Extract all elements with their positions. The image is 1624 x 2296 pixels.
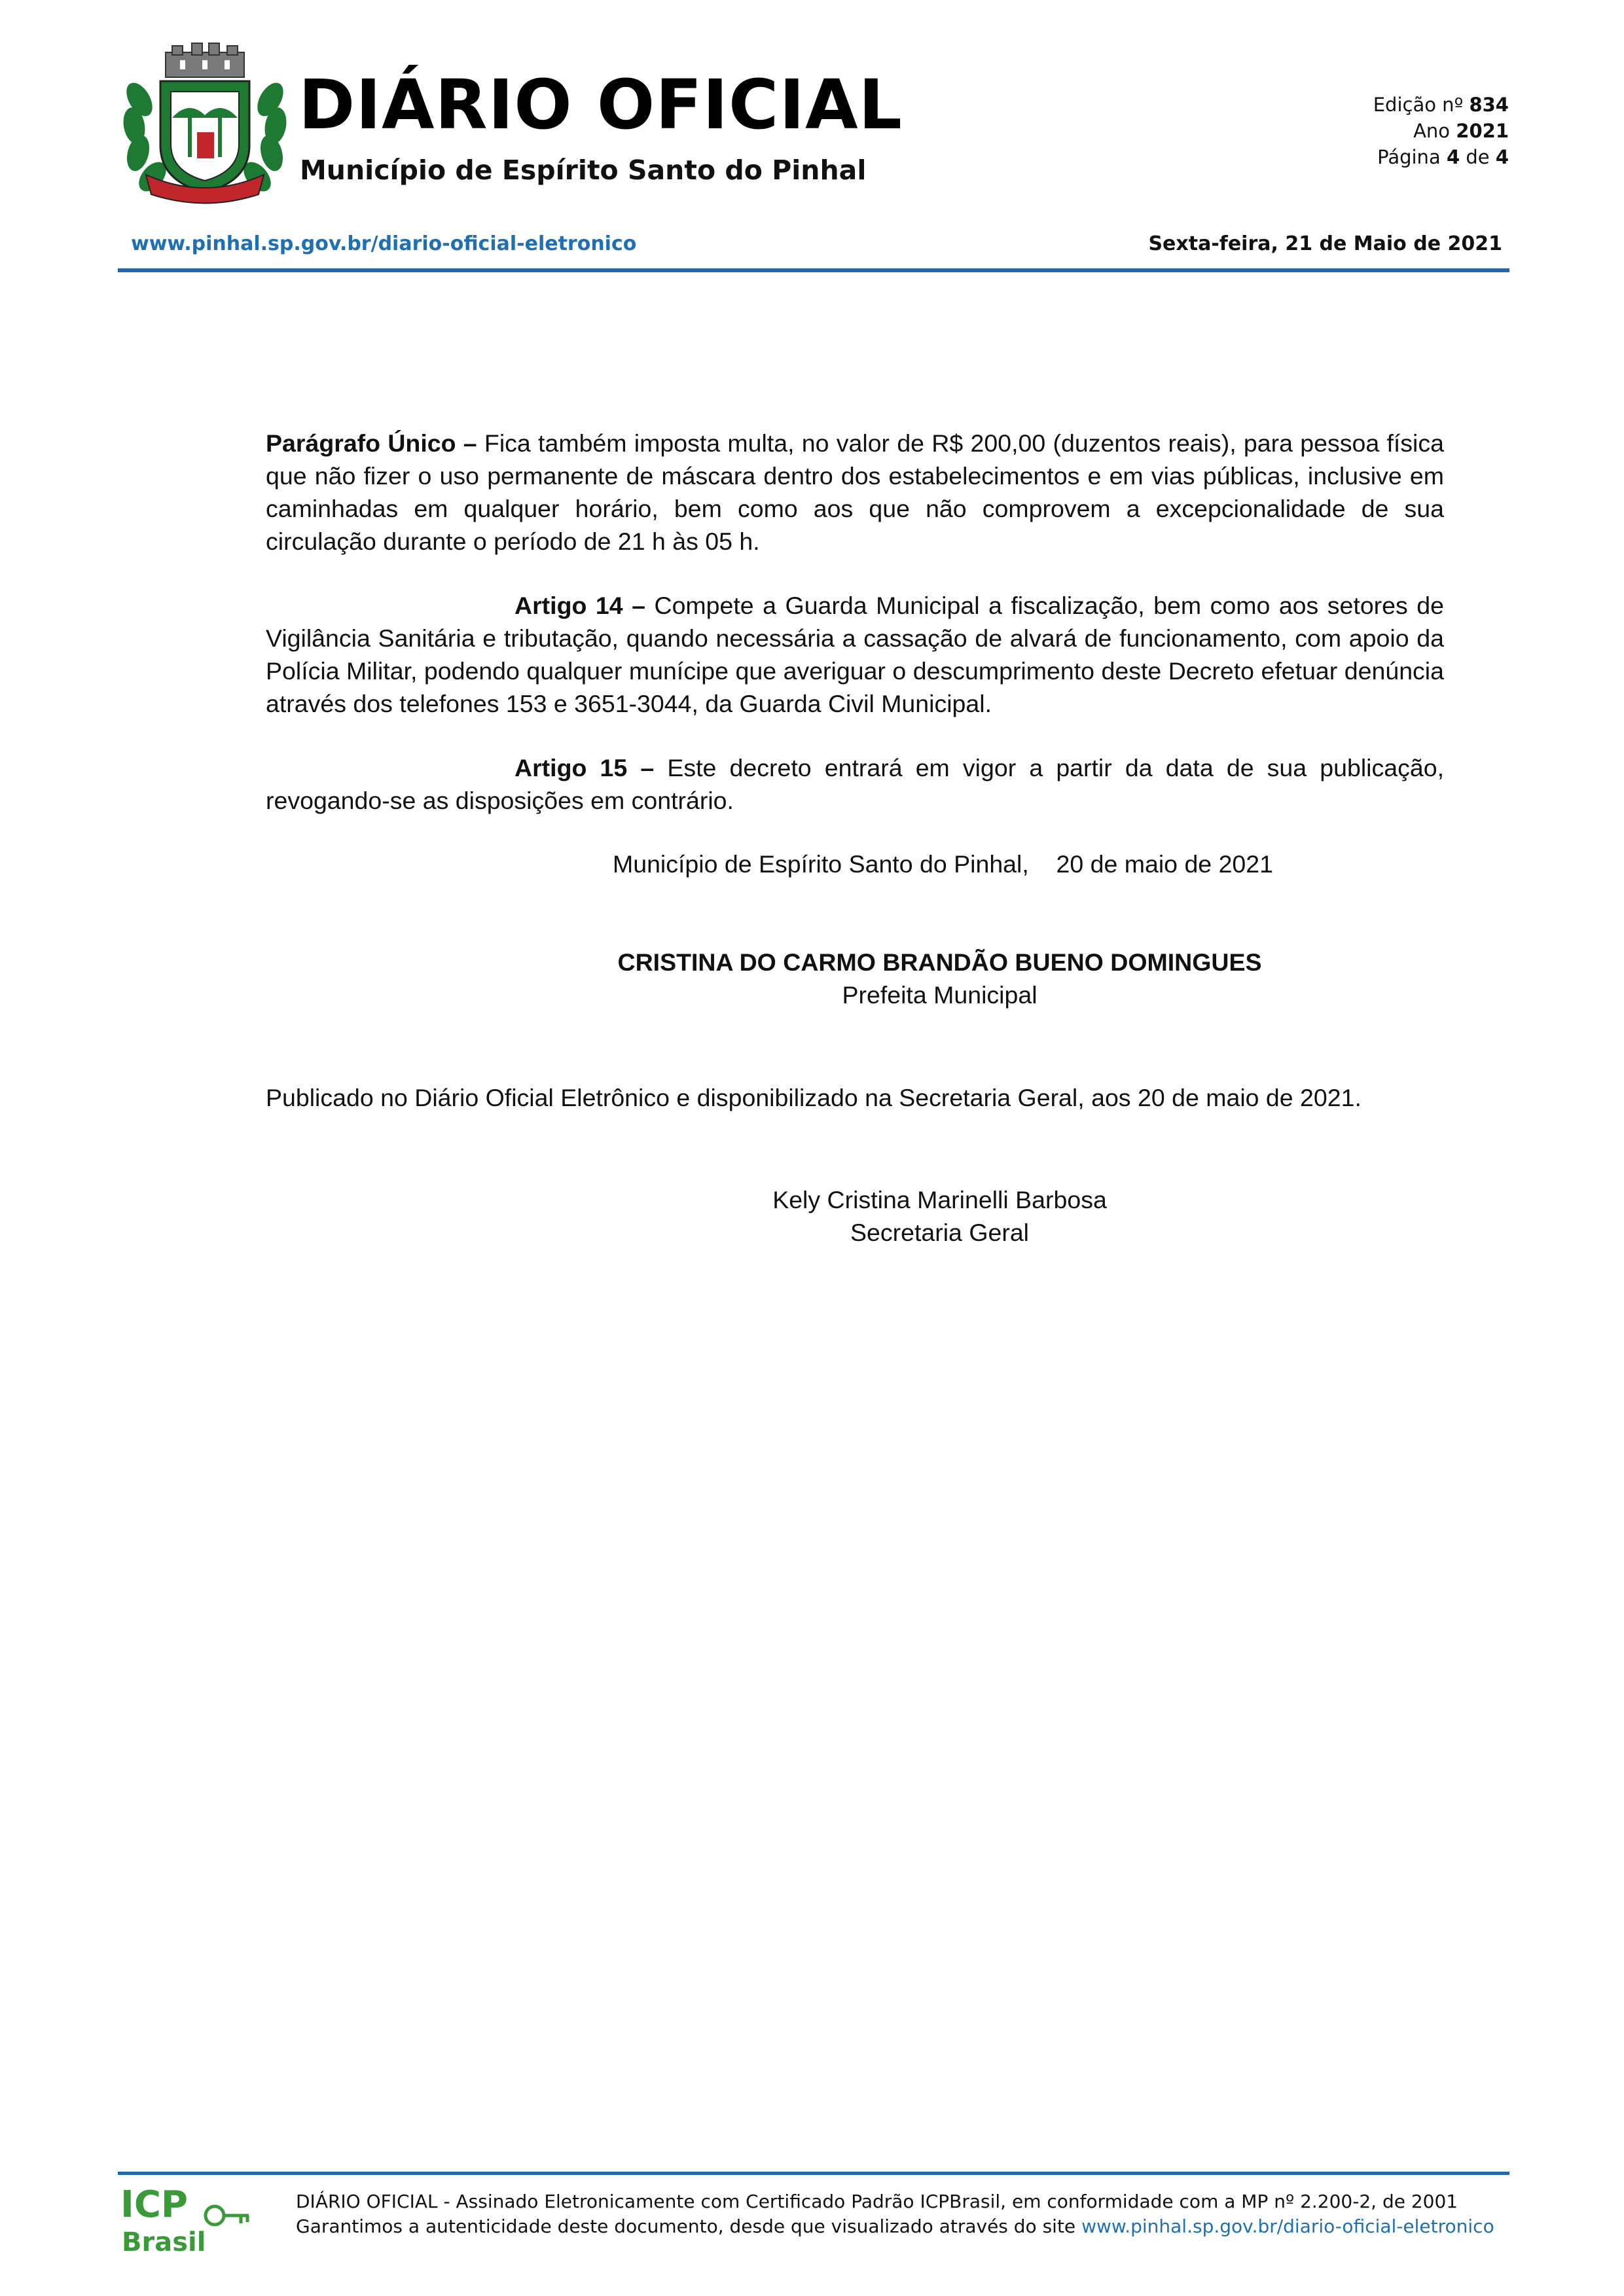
place: Município de Espírito Santo do Pinhal, xyxy=(612,850,1029,878)
article-14 xyxy=(266,589,1444,720)
publication-date: Sexta-feira, 21 de Maio de 2021 xyxy=(1148,232,1502,255)
edition-number: 834 xyxy=(1469,94,1509,116)
article-text: Compete a Guarda Municipal a fiscalização, bem como aos setores de Vigilância Sanitária e tributação, quando necessária a cassação de alvará de funcionamento, com apoio da Polícia Militar, podendo qualquer munícipe que averiguar o descumprimento deste Decreto efetuar denúncia através dos telefones 153 e 3651-3044, da Guarda Civil Municipal. xyxy=(266,592,1444,717)
year-line xyxy=(1373,118,1509,144)
page-label: Página xyxy=(1377,146,1441,168)
secretary-signature-block xyxy=(0,1183,1624,1249)
footer-line-2 xyxy=(296,2214,1494,2239)
paragraph-text: Fica também imposta multa, no valor de R$ 200,00 (duzentos reais), para pessoa física que não fizer o uso permanente de máscara dentro dos estabelecimentos e em vias públicas, inclusive em caminhadas em qualquer horário, bem como aos que não comprovem a excepcionalidade de sua circulação durante o período de 21 h às 05 h. xyxy=(266,429,1444,555)
edition-info xyxy=(1373,92,1509,170)
icp-brasil-logo xyxy=(120,2183,251,2255)
header-divider xyxy=(118,268,1509,272)
article-heading: Artigo 14 – xyxy=(514,592,645,619)
footer-divider xyxy=(118,2172,1509,2175)
paragraph-heading: Parágrafo Único – xyxy=(266,429,477,457)
signer-role: Secretaria Geral xyxy=(850,1219,1030,1246)
signer-role: Prefeita Municipal xyxy=(842,981,1038,1009)
site-url-link[interactable]: www.pinhal.sp.gov.br/diario-oficial-eletronico xyxy=(131,232,637,255)
journal-title: DIÁRIO OFICIAL xyxy=(298,65,903,145)
footer-line-1: DIÁRIO OFICIAL - Assinado Eletronicamente com Certificado Padrão ICPBrasil, em conformidade com a MP nº 2.200-2, de 2001 xyxy=(296,2191,1458,2212)
year-label: Ano xyxy=(1413,120,1451,142)
publication-note: Publicado no Diário Oficial Eletrônico e disponibilizado na Secretaria Geral, aos 20 de maio de 2021. xyxy=(266,1084,1362,1111)
footer-line-2-prefix: Garantimos a autenticidade deste documento, desde que visualizado através do site xyxy=(296,2215,1082,2237)
page-current: 4 xyxy=(1446,146,1460,168)
key-icon xyxy=(206,2206,249,2225)
article-15 xyxy=(266,751,1444,817)
place-and-date xyxy=(0,848,1624,880)
icp-logo-bottom: Brasil xyxy=(122,2227,206,2255)
page-line xyxy=(1373,144,1509,170)
sign-date: 20 de maio de 2021 xyxy=(1056,850,1273,878)
edition-line xyxy=(1373,92,1509,118)
year-value: 2021 xyxy=(1456,120,1509,142)
page-of: de xyxy=(1466,146,1490,168)
paragraph-unico xyxy=(266,427,1444,558)
mayor-signature-block xyxy=(0,946,1624,1011)
municipality-name: Município de Espírito Santo do Pinhal xyxy=(300,154,867,186)
signer-name: Kely Cristina Marinelli Barbosa xyxy=(772,1186,1107,1213)
page-total: 4 xyxy=(1495,146,1509,168)
municipal-crest-logo xyxy=(120,41,290,204)
icp-logo-top: ICP xyxy=(120,2183,188,2226)
article-text: Este decreto entrará em vigor a partir da data de sua publicação, revogando-se as disposições em contrário. xyxy=(266,754,1444,814)
signer-name: CRISTINA DO CARMO BRANDÃO BUENO DOMINGUES xyxy=(617,948,1262,976)
article-heading: Artigo 15 – xyxy=(514,754,655,781)
edition-label: Edição nº xyxy=(1373,94,1464,116)
footer-certification xyxy=(296,2189,1494,2239)
footer-site-link[interactable]: www.pinhal.sp.gov.br/diario-oficial-eletronico xyxy=(1081,2215,1494,2237)
